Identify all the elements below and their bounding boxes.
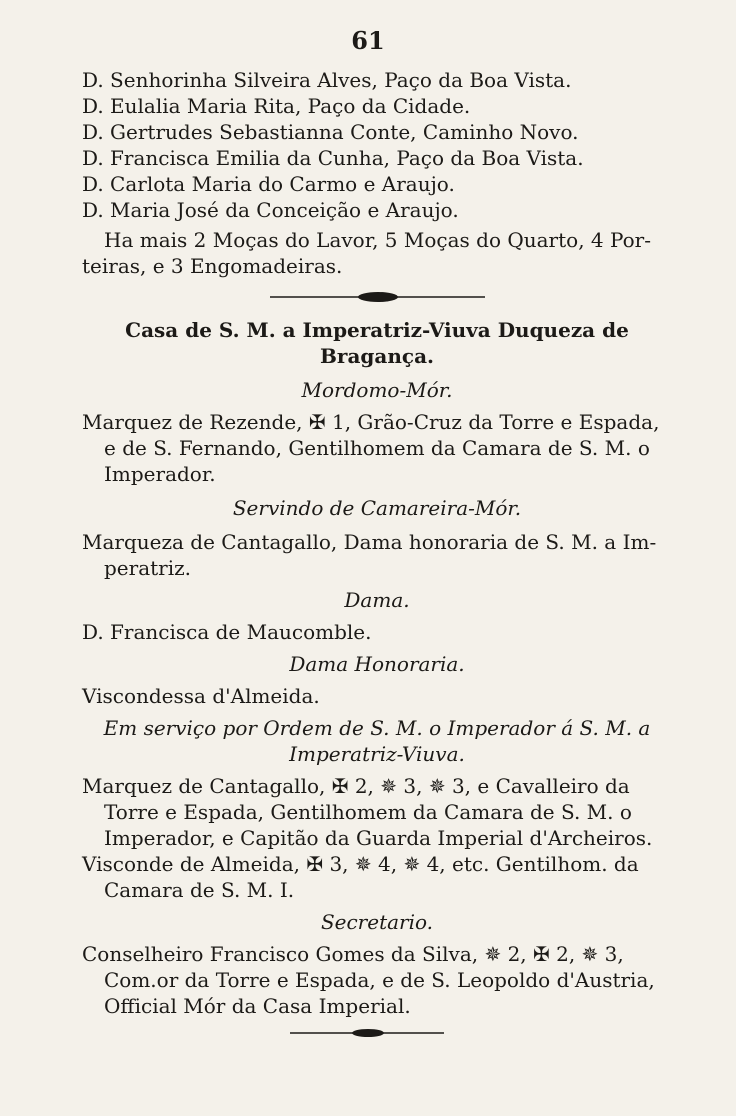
text-line: D. Eulalia Maria Rita, Paço da Cidade. bbox=[82, 94, 471, 118]
text-line: Imperador. bbox=[104, 462, 216, 486]
text-line: Camara de S. M. I. bbox=[104, 878, 295, 902]
role-heading: Dama Honoraria. bbox=[289, 652, 465, 676]
text-line: D. Francisca Emilia da Cunha, Paço da Boa Vista. bbox=[82, 146, 584, 170]
text-line: Imperador, e Capitão da Guarda Imperial d'Archeiros. bbox=[104, 826, 653, 850]
ornamental-divider bbox=[0, 1026, 736, 1040]
section-title: Casa de S. M. a Imperatriz-Viuva Duqueza de bbox=[125, 318, 629, 342]
text-line: D. Senhorinha Silveira Alves, Paço da Boa Vista. bbox=[82, 68, 572, 92]
text-line: D. Maria José da Conceição e Araujo. bbox=[82, 198, 459, 222]
section-title: Bragança. bbox=[320, 344, 434, 368]
role-heading: Imperatriz-Viuva. bbox=[289, 742, 465, 766]
role-heading: Secretario. bbox=[320, 910, 434, 934]
text-line: D. Gertrudes Sebastianna Conte, Caminho Novo. bbox=[82, 120, 579, 144]
text-line: Marqueza de Cantagallo, Dama honoraria de S. M. a Im- bbox=[82, 530, 657, 554]
ornamental-divider bbox=[0, 290, 736, 304]
text-line: peratriz. bbox=[104, 556, 192, 580]
text-line: Viscondessa d'Almeida. bbox=[82, 684, 320, 708]
role-heading: Servindo de Camareira-Mór. bbox=[232, 496, 522, 520]
text-line: e de S. Fernando, Gentilhomem da Camara de S. M. o bbox=[104, 436, 650, 460]
role-heading: Mordomo-Mór. bbox=[301, 378, 453, 402]
role-heading: Em serviço por Ordem de S. M. o Imperador á S. M. a bbox=[103, 716, 651, 740]
text-line: Official Mór da Casa Imperial. bbox=[104, 994, 411, 1018]
role-heading: Dama. bbox=[344, 588, 410, 612]
text-line: Torre e Espada, Gentilhomem da Camara de S. M. o bbox=[104, 800, 632, 824]
text-line: Visconde de Almeida, ✠ 3, ✵ 4, ✵ 4, etc. Gentilhom. da bbox=[82, 852, 639, 876]
text-line: Conselheiro Francisco Gomes da Silva, ✵ 2, ✠ 2, ✵ 3, bbox=[82, 942, 624, 966]
text-line: Ha mais 2 Moças do Lavor, 5 Moças do Quarto, 4 Por- bbox=[104, 228, 651, 252]
text-line: Marquez de Rezende, ✠ 1, Grão-Cruz da Torre e Espada, bbox=[82, 410, 660, 434]
page-number: 61 bbox=[351, 26, 385, 55]
text-line: teiras, e 3 Engomadeiras. bbox=[82, 254, 343, 278]
text-line: D. Francisca de Maucomble. bbox=[82, 620, 372, 644]
text-line: D. Carlota Maria do Carmo e Araujo. bbox=[82, 172, 455, 196]
text-line: Com.or da Torre e Espada, e de S. Leopoldo d'Austria, bbox=[104, 968, 655, 992]
text-line: Marquez de Cantagallo, ✠ 2, ✵ 3, ✵ 3, e Cavalleiro da bbox=[82, 774, 630, 798]
